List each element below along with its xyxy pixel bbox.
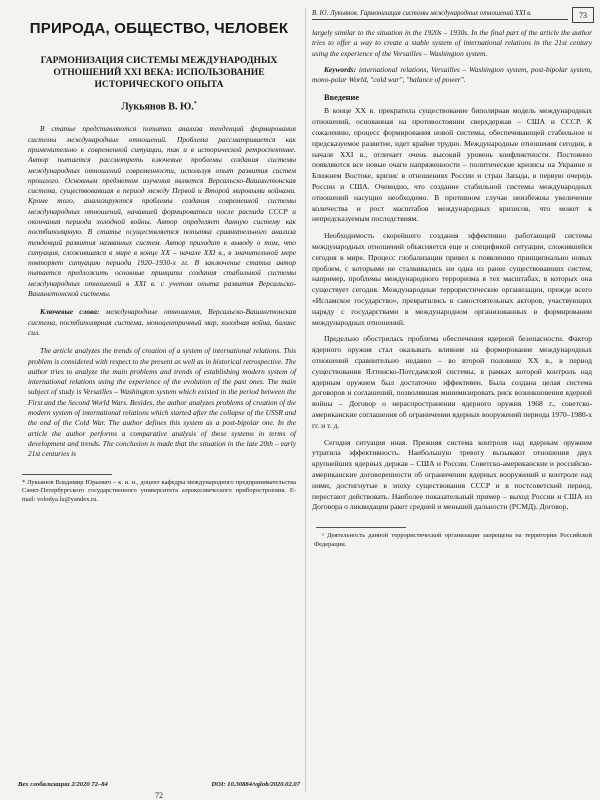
footnote-rule <box>22 474 112 475</box>
keywords-label: Ключевые слова: <box>40 307 100 317</box>
author-name <box>18 101 300 112</box>
running-head <box>312 6 594 24</box>
introduction-heading: Введение <box>324 93 360 103</box>
right-page <box>312 6 594 794</box>
right-page-number: 73 <box>572 7 594 23</box>
english-keywords <box>312 65 592 86</box>
keywords-text: международные отношения, Версальско-Вашингтонская система, постбиполярная система, моноцентричный мир, холодная война, баланс сил. <box>28 307 297 337</box>
article-title: ГАРМОНИЗАЦИЯ СИСТЕМЫ МЕЖДУНАРОДНЫХ ОТНОШЕНИЙ XXI ВЕКА: ИСПОЛЬЗОВАНИЕ ИСТОРИЧЕСКОГО ОПЫТА <box>40 55 278 90</box>
author-footnote-mark: * <box>193 101 197 107</box>
journal-reference: Вех глобализации 2/2020 72–84 <box>18 781 108 788</box>
left-page-number: 72 <box>155 791 163 800</box>
body-paragraph: Необходимость скорейшего создания эффективно работающей системы международных отношений объясняется еще и спецификой ситуации, сложившейся сегодня в мире. Процесс глобализации привел к появлению принципиально новых проблем, с которыми не сталкивались ни одна из ранее существовавших систем, например, проблемы международного терроризма в тех масштабах, в которых она существует сегодня. Международные террористические организации, прежде всего «Исламское государство», превратились в самостоятельных акторов, участвующих наряду с государствами в международном организованных в формировании международных отношений. <box>312 231 592 327</box>
english-abstract: The article analyzes the trends of creation of a system of international relations. This problem is considered with respect to the present as well as in historical retrospective. The author tries to analyze the main problems and trends of establishing modern system of international relations using the experience of the evolution of the past ones. The main subject of study is Versailles – Washington system which existed in the period between the First and the Second World Wars. Besides, the author analyzes problems of creation of the modern system of international relations which started after the collapse of the USSR and the end of the Cold War. The author defines this system as a post-bipolar one. In the article the author performs a comparative analysis of these systems in terms of development and trends. The conclusion is made that the situation in the late 20th – early 21st centuries is <box>28 346 296 459</box>
english-abstract-continued: largely similar to the situation in the 1920s – 1930s. In the final part of the article the author tries to offer a way to create a stable system of international relations in the 21st century using the experience of the Versailles – Washington system. <box>312 28 592 58</box>
organization-footnote: ¹ Деятельность данной террористической организации запрещена на территории Российской Федерации. <box>314 532 592 548</box>
english-keywords-text: international relations, Versailles – Washington system, post-bipolar system, mono-polar World, "cold war", "balance of power". <box>312 64 592 85</box>
author-text: Лукьянов В. Ю. <box>121 101 194 113</box>
author-footnote: * Лукьянов Владимир Юрьевич – к. и. н., доцент кафедры международного предпринимательства Санкт-Петербургского государственного университета аэрокосмического приборостроения. E-mail: volodya.lu@yandex.ru. <box>22 478 296 503</box>
left-footer <box>18 781 300 800</box>
russian-keywords <box>28 307 296 338</box>
body-paragraph: Сегодня ситуация иная. Прежняя система контроля над ядерным оружием утратила эффективность. Наибольшую тревогу вызывают отношения двух крупнейших ядерных держав – США и России. Советско-американские и российско-американские договоренности об ограничении ядерных вооружений и контроле над ними, достигнутые в эпоху существования СССР и в постсоветский период, перестают действовать. Наиболее показательный пример – выход России и США из Договора о ликвидации ракет средней и меньшей дальности (РСМД). Договор, <box>312 437 592 512</box>
english-keywords-label: Keywords: <box>324 64 357 74</box>
footnote-rule <box>316 527 406 528</box>
running-head-text: В. Ю. Лукьянов. Гармонизация системы международных отношений XXI в. <box>312 10 568 20</box>
body-paragraph: Предельно обострилась проблема обеспечения ядерной безопасности. Фактор ядерного оружия стал оказывать влияние на формирование международных отношений сравнительно недавно – во второй половине XX в., в период существования Ялтинско-Потсдамской системы, в рамках которой контроль над ядерным оружием был достаточно эффективен. Была создана целая система договоров и соглашений, позволявшая минимизировать риск возникновения ядерной войны – Договор о нераспространении ядерного оружия 1968 г., советско-американские соглашения об ограничении ядерных вооружений периода 1970–1980-х гг. и т. д. <box>312 334 592 430</box>
left-page <box>18 6 300 800</box>
russian-abstract: В статье представляются попытки анализа тенденций формирования системы международных отношений. Проблема рассматривается как применительно к современной ситуации, так и в исторической ретроспективе. Автор пытается рассмотреть ключевые проблемы создания системы международных отношений современности, используя опыт развития систем прошлого. Основным предметом изучения является Версальско-Вашингтонская система, существовавшая в период между Первой и Второй мировыми войнами. Кроме того, анализируются проблемы создания современной системы международных отношений, начавшей формироваться после распада СССР и окончания периода холодной войны. Автор определяет данную систему как постбиполярную. В статье осуществляется попытка сравнительного анализа тенденций развития названных систем. Автор приходит к выводу о том, что ситуация, сложившаяся в мире в конце XX – начале XXI в., в значительной мере повторяет ситуацию периода 1920–1930-х гг. В заключение статьи автор пытается предложить основные принципы создания стабильной системы международных отношений в XXI в. с учетом опыта развития Версальско-Вашингтонской системы. <box>28 124 296 299</box>
body-paragraph: В конце XX в. прекратила существование биполярная модель международных отношений, основанная на противостоянии сверхдержав – США и СССР. К сожалению, процесс формирования новой системы, обеспечивающей стабильное и предсказуемое развитие, идет крайне трудно. Международные отношения сегодня, в начале XXI в., отличает очень высокий уровень конфликтности. Постоянно появляются все новые очаги напряженности – политические кризисы на Украине и Ближнем Востоке, кризис в отношениях России и стран Запада, в первую очередь России и США. Очевидно, что создание стабильной системы международных отношений насущно необходимо. В противном случае неизбежны увеличение количества и рост масштабов международных кризисов, что может к непредсказуемым последствиям. <box>312 106 592 224</box>
doi-reference: DOI: 10.30884/vglob/2020.02.07 <box>211 781 300 788</box>
page-gutter <box>305 8 306 792</box>
section-title: ПРИРОДА, ОБЩЕСТВО, ЧЕЛОВЕК <box>29 20 289 37</box>
